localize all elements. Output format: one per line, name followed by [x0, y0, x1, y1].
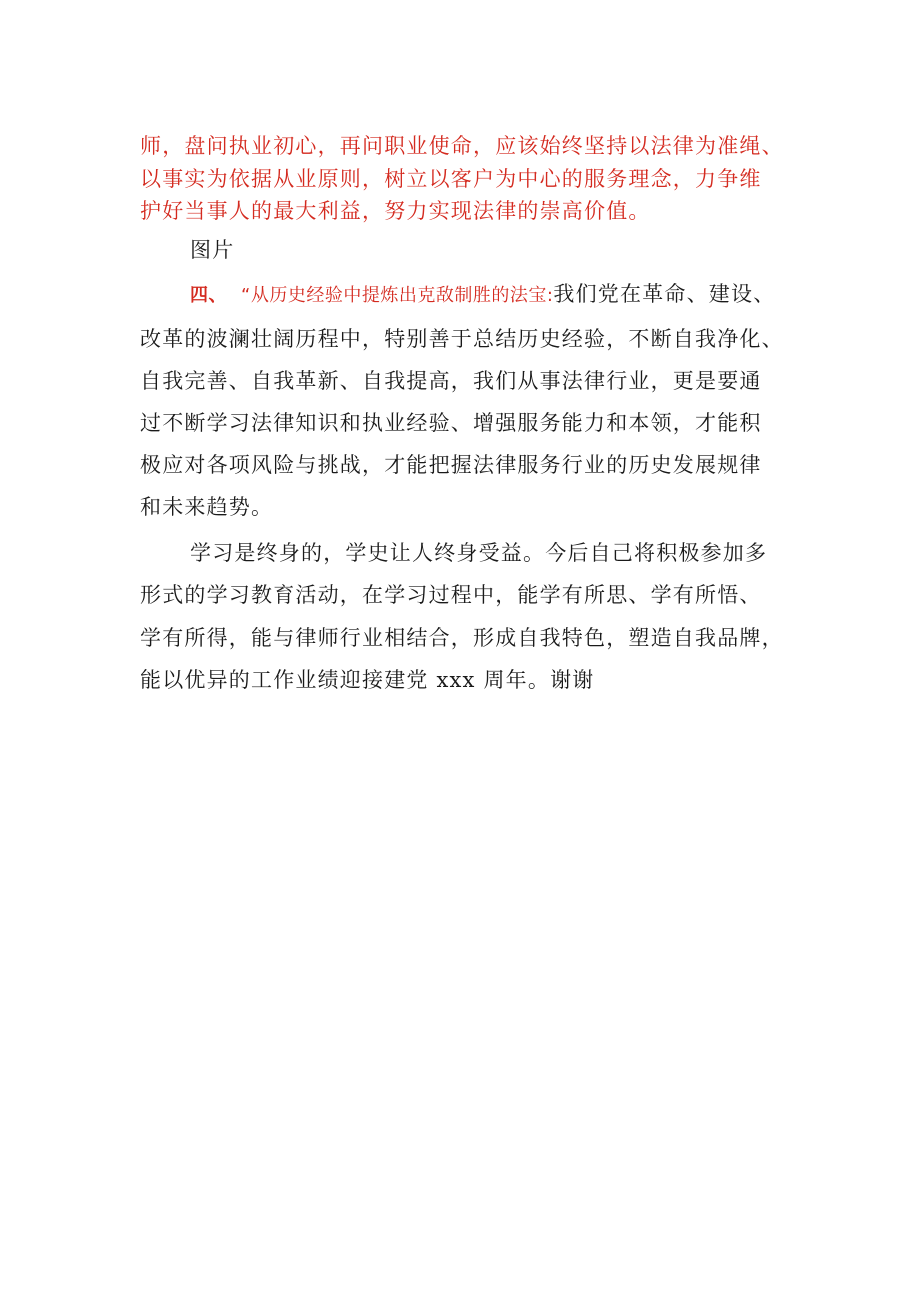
section-four-line: 极应对各项风险与挑战，才能把握法律服务行业的历史发展规律 [140, 453, 762, 477]
section-number: 四、 [190, 285, 227, 306]
section-four-line: 过不断学习法律知识和执业经验、增强服务能力和本领，才能积 [140, 411, 762, 435]
section-body-text: 我们党在革命、建设、 [553, 282, 776, 306]
closing-paragraph-line: 能以优异的工作业绩迎接建党 xxx 周年。谢谢 [140, 668, 595, 692]
section-four-line: 改革的波澜壮阔历程中，特别善于总结历史经验，不断自我净化、 [140, 327, 784, 351]
section-four-line: 自我完善、自我革新、自我提高，我们从事法律行业，更是要通 [140, 369, 762, 393]
closing-paragraph-line: 学有所得，能与律师行业相结合，形成自我特色，塑造自我品牌， [140, 626, 784, 650]
closing-paragraph-line: 学习是终身的，学史让人终身受益。今后自己将积极参加多 [190, 541, 768, 565]
image-placeholder-label: 图片 [190, 238, 235, 262]
section-heading: “从历史经验中提炼出克敌制胜的法宝: [241, 285, 554, 306]
section-four-first-line [190, 280, 775, 310]
closing-paragraph-line: 形式的学习教育活动，在学习过程中，能学有所思、学有所悟、 [140, 583, 762, 607]
red-paragraph-line: 护好当事人的最大利益，努力实现法律的崇高价值。 [140, 199, 651, 223]
red-paragraph-line: 师，盘问执业初心，再问职业使命，应该始终坚持以法律为准绳、 [140, 134, 784, 158]
section-four-line: 和未来趋势。 [140, 495, 274, 519]
red-paragraph-line: 以事实为依据从业原则，树立以客户为中心的服务理念，力争维 [140, 167, 762, 191]
